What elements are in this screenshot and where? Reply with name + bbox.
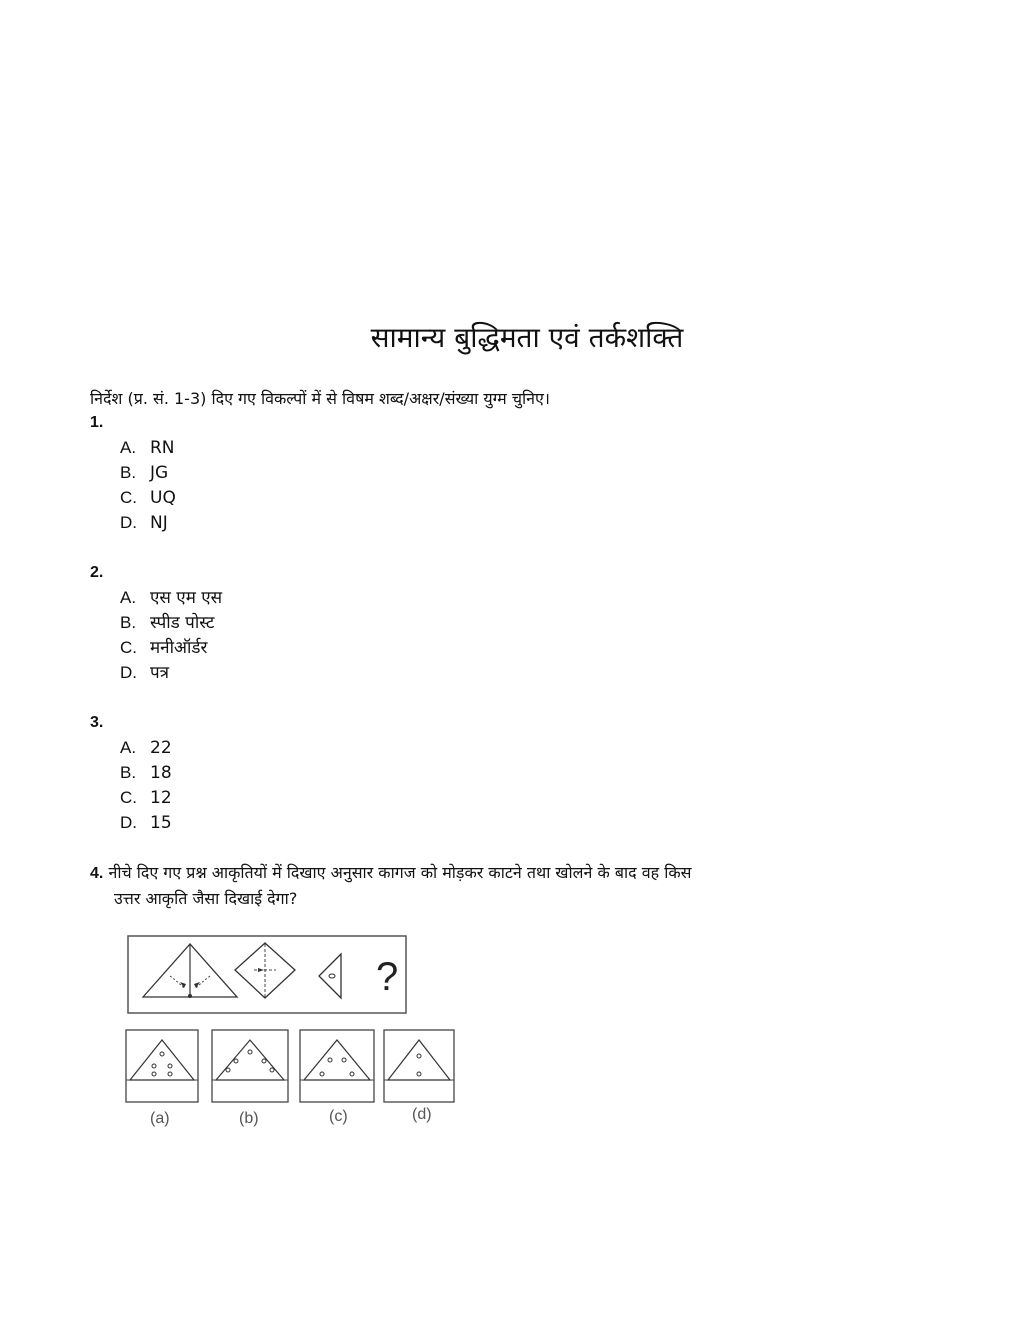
question-4-line2: उत्तर आकृति जैसा दिखाई देगा?	[114, 889, 298, 908]
answer-figure-c[interactable]	[300, 1030, 374, 1102]
question-1-number: 1.	[90, 414, 104, 431]
answer-label-d: (d)	[412, 1106, 432, 1123]
question-figure-box	[128, 936, 406, 1013]
option-letter: A.	[120, 438, 137, 457]
option-letter: C.	[120, 788, 137, 807]
answer-figure-d[interactable]	[384, 1030, 454, 1102]
option-letter: B.	[120, 763, 137, 782]
question-figures	[128, 936, 406, 1013]
q2-option-a[interactable]	[120, 585, 222, 610]
option-text: पत्र	[150, 663, 170, 683]
option-text: 12	[150, 788, 172, 808]
option-letter: D.	[120, 513, 137, 532]
question-2-number: 2.	[90, 564, 104, 581]
answer-label-c: (c)	[329, 1108, 348, 1125]
q2-option-d[interactable]	[120, 660, 169, 685]
option-text: 15	[150, 813, 172, 833]
question-4-line1: नीचे दिए गए प्रश्न आकृतियों में दिखाए अनुसार कागज को मोड़कर काटने तथा खोलने के बाद वह किस	[108, 863, 692, 882]
q3-option-b[interactable]	[120, 760, 172, 785]
option-text: 22	[150, 738, 172, 758]
question-mark: ?	[376, 955, 399, 999]
answer-label-b: (b)	[239, 1110, 259, 1127]
q1-option-d[interactable]	[120, 510, 168, 535]
option-text: UQ	[150, 488, 176, 508]
option-text: NJ	[150, 513, 168, 533]
q1-option-c[interactable]	[120, 485, 176, 510]
option-letter: C.	[120, 638, 137, 657]
option-text: एस एम एस	[150, 588, 223, 608]
page-title: सामान्य बुद्धिमता एवं तर्कशक्ति	[370, 321, 684, 354]
figure-svg	[118, 930, 463, 1135]
answer-figure-a[interactable]	[126, 1030, 198, 1102]
q1-option-a[interactable]	[120, 435, 175, 460]
q2-option-c[interactable]	[120, 635, 207, 660]
q1-option-b[interactable]	[120, 460, 168, 485]
option-letter: D.	[120, 663, 137, 682]
option-text: मनीऑर्डर	[150, 638, 208, 658]
q3-option-d[interactable]	[120, 810, 172, 835]
option-letter: B.	[120, 613, 137, 632]
directions-text: निर्देश (प्र. सं. 1-3) दिए गए विकल्पों में से विषम शब्द/अक्षर/संख्या युग्म चुनिए।	[90, 389, 550, 408]
q3-option-a[interactable]	[120, 735, 172, 760]
option-text: RN	[150, 438, 175, 458]
option-letter: B.	[120, 463, 137, 482]
option-text: स्पीड पोस्ट	[150, 613, 215, 633]
q3-option-c[interactable]	[120, 785, 172, 810]
answer-figure-b[interactable]	[212, 1030, 288, 1102]
option-text: 18	[150, 763, 172, 783]
paper-folding-figure	[118, 930, 463, 1140]
option-letter: A.	[120, 738, 137, 757]
option-letter: D.	[120, 813, 137, 832]
option-letter: C.	[120, 488, 137, 507]
question-4-number: 4.	[90, 865, 104, 882]
option-text: JG	[150, 463, 169, 483]
q2-option-b[interactable]	[120, 610, 214, 635]
option-letter: A.	[120, 588, 137, 607]
question-4	[90, 860, 850, 911]
question-3-number: 3.	[90, 714, 104, 731]
answer-label-a: (a)	[150, 1110, 170, 1127]
